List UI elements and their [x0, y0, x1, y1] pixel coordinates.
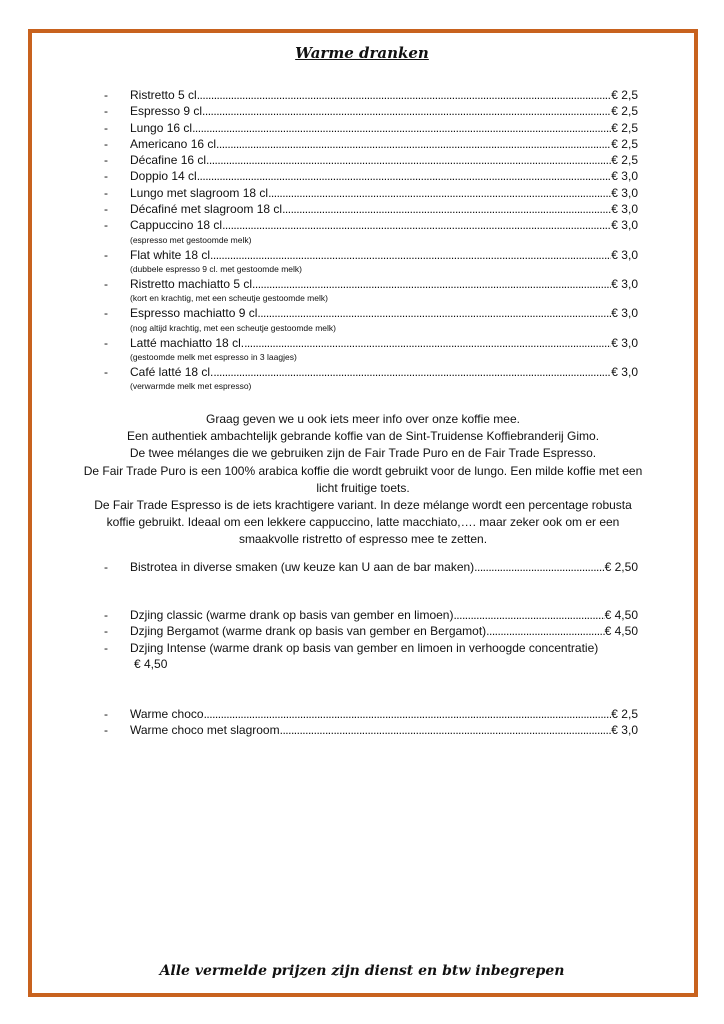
- menu-item: [104, 364, 638, 380]
- info-paragraph: Een authentiek ambachtelijk gebrande koffie van de Sint-Truidense Koffiebranderij Gimo.: [126, 429, 600, 444]
- menu-item-bistrotea: [104, 559, 638, 575]
- list-bullet: -: [104, 608, 108, 622]
- info-paragraph: De Fair Trade Puro is een 100% arabica koffie die wordt gebruikt voor de lungo. Een milde koffie met een licht fruitige toets.: [83, 463, 643, 495]
- item-price: € 4,50: [604, 608, 638, 622]
- menu-item: [104, 120, 638, 136]
- item-price: € 3,0: [611, 247, 638, 262]
- item-price: € 3,0: [611, 723, 638, 738]
- item-description: (nog altijd krachtig, met een scheutje gestoomde melk): [130, 322, 336, 333]
- item-description: (kort en krachtig, met een scheutje gestoomde melk): [130, 293, 328, 304]
- leader-dots: [257, 305, 611, 321]
- menu-item: [104, 305, 638, 321]
- leader-dots: [252, 276, 611, 292]
- item-price: € 4,50: [604, 624, 638, 639]
- leader-dots: [192, 120, 611, 136]
- item-price: € 2,5: [611, 104, 638, 119]
- item-name: Dzjing classic (warme drank op basis van gember en limoen): [130, 608, 454, 622]
- menu-item: [104, 247, 638, 263]
- list-bullet: -: [104, 560, 108, 574]
- item-name: Lungo 16 cl: [130, 120, 193, 135]
- item-name: Ristretto machiatto 5 cl: [130, 276, 253, 291]
- list-bullet: -: [104, 335, 108, 350]
- item-price: € 3,0: [611, 218, 638, 233]
- menu-item-dzjing-intense: [104, 640, 638, 656]
- item-price: € 4,50: [134, 657, 168, 672]
- menu-item: [104, 217, 638, 233]
- item-price: € 2,5: [611, 153, 638, 168]
- list-bullet: -: [104, 88, 108, 102]
- list-bullet: -: [104, 218, 108, 233]
- leader-dots: [474, 559, 604, 575]
- page-title: Warme dranken: [295, 44, 429, 62]
- menu-item: [104, 706, 638, 722]
- leader-dots: [197, 168, 612, 184]
- coffee-list: [104, 87, 638, 393]
- item-price: € 2,5: [611, 707, 638, 721]
- item-name: Décafine 16 cl: [130, 153, 207, 168]
- item-price: € 3,0: [611, 335, 638, 350]
- item-price: € 2,5: [611, 136, 638, 151]
- list-bullet: -: [104, 169, 108, 184]
- list-bullet: -: [104, 247, 108, 262]
- list-bullet: -: [104, 624, 108, 639]
- item-description: (gestoomde melk met espresso in 3 laagjes): [130, 351, 297, 362]
- list-bullet: -: [104, 723, 108, 738]
- menu-item: [104, 87, 638, 103]
- item-name: Dzjing Bergamot (warme drank op basis van gember en Bergamot): [130, 624, 487, 639]
- leader-dots: [216, 136, 611, 152]
- leader-dots: [453, 607, 604, 623]
- item-name: Lungo met slagroom 18 cl: [130, 185, 269, 200]
- leader-dots: [210, 247, 611, 263]
- item-name: Doppio 14 cl: [130, 169, 197, 184]
- item-price: € 3,0: [611, 306, 638, 321]
- menu-item: [104, 168, 638, 184]
- item-name: Warme choco: [130, 707, 204, 721]
- menu-item: [104, 607, 638, 623]
- menu-item: [104, 335, 638, 351]
- leader-dots: [206, 152, 611, 168]
- item-name: Café latté 18 cl.: [130, 364, 214, 379]
- list-bullet: -: [104, 185, 108, 200]
- item-price: € 3,0: [611, 276, 638, 291]
- list-bullet: -: [104, 641, 108, 655]
- item-price: € 3,0: [611, 202, 638, 217]
- item-name: Espresso machiatto 9 cl: [130, 306, 258, 321]
- item-description: (verwarmde melk met espresso): [130, 381, 252, 392]
- leader-dots: [244, 335, 611, 351]
- item-name: Americano 16 cl: [130, 136, 217, 151]
- info-paragraph: De Fair Trade Espresso is de iets krachtigere variant. In deze mélange wordt een percentage robusta koffie gebruikt. Ideaal om een lekkere cappuccino, latte macchiato,…. maar zeker ook om er een smaakvolle ristretto of espresso mee te zetten.: [94, 498, 632, 547]
- list-bullet: -: [104, 104, 108, 119]
- leader-dots: [197, 87, 612, 103]
- item-name: Flat white 18 cl: [130, 247, 211, 262]
- leader-dots: [213, 364, 611, 380]
- item-name: Espresso 9 cl: [130, 104, 203, 119]
- menu-item: [104, 623, 638, 639]
- leader-dots: [280, 722, 612, 738]
- dzjing-intense: [104, 640, 638, 673]
- item-name: Cappuccino 18 cl: [130, 218, 223, 233]
- menu-item: [104, 152, 638, 168]
- list-bullet: -: [104, 202, 108, 217]
- choco-list: [104, 706, 638, 739]
- item-price: € 3,0: [611, 169, 638, 184]
- menu-item: [104, 722, 638, 738]
- leader-dots: [268, 185, 611, 201]
- info-paragraph: Graag geven we u ook iets meer info over onze koffie mee.: [206, 412, 520, 426]
- dzjing-list: [104, 607, 638, 640]
- list-bullet: -: [104, 153, 108, 168]
- leader-dots: [202, 103, 611, 119]
- leader-dots: [486, 623, 604, 639]
- item-name: Bistrotea in diverse smaken (uw keuze kan U aan de bar maken): [130, 560, 475, 574]
- leader-dots: [204, 706, 612, 722]
- item-name: Latté machiatto 18 cl.: [130, 335, 245, 350]
- item-price: € 3,0: [611, 364, 638, 379]
- coffee-info: [80, 411, 646, 549]
- menu-item: [104, 136, 638, 152]
- menu-item: [104, 201, 638, 217]
- list-bullet: -: [104, 136, 108, 151]
- list-bullet: -: [104, 120, 108, 135]
- item-name: Décafiné met slagroom 18 cl: [130, 202, 283, 217]
- item-name: Dzjing Intense (warme drank op basis van gember en limoen in verhoogde concentratie): [130, 641, 599, 655]
- item-price: € 2,50: [604, 560, 638, 574]
- menu-item: [104, 276, 638, 292]
- menu-item: [104, 185, 638, 201]
- list-bullet: -: [104, 306, 108, 321]
- item-price: € 2,5: [611, 120, 638, 135]
- leader-dots: [222, 217, 611, 233]
- list-bullet: -: [104, 276, 108, 291]
- item-price: € 3,0: [611, 185, 638, 200]
- item-name: Ristretto 5 cl: [130, 88, 197, 102]
- tea-list: [104, 559, 638, 575]
- item-name: Warme choco met slagroom: [130, 723, 280, 738]
- list-bullet: -: [104, 364, 108, 379]
- item-price: € 2,5: [611, 88, 638, 102]
- leader-dots: [282, 201, 611, 217]
- item-description: (dubbele espresso 9 cl. met gestoomde melk): [130, 263, 302, 274]
- info-paragraph: De twee mélanges die we gebruiken zijn de Fair Trade Puro en de Fair Trade Espresso.: [129, 446, 597, 461]
- list-bullet: -: [104, 707, 108, 721]
- menu-item: [104, 103, 638, 119]
- page-footer: Alle vermelde prijzen zijn dienst en btw inbegrepen: [159, 963, 565, 979]
- item-description: (espresso met gestoomde melk): [130, 234, 252, 245]
